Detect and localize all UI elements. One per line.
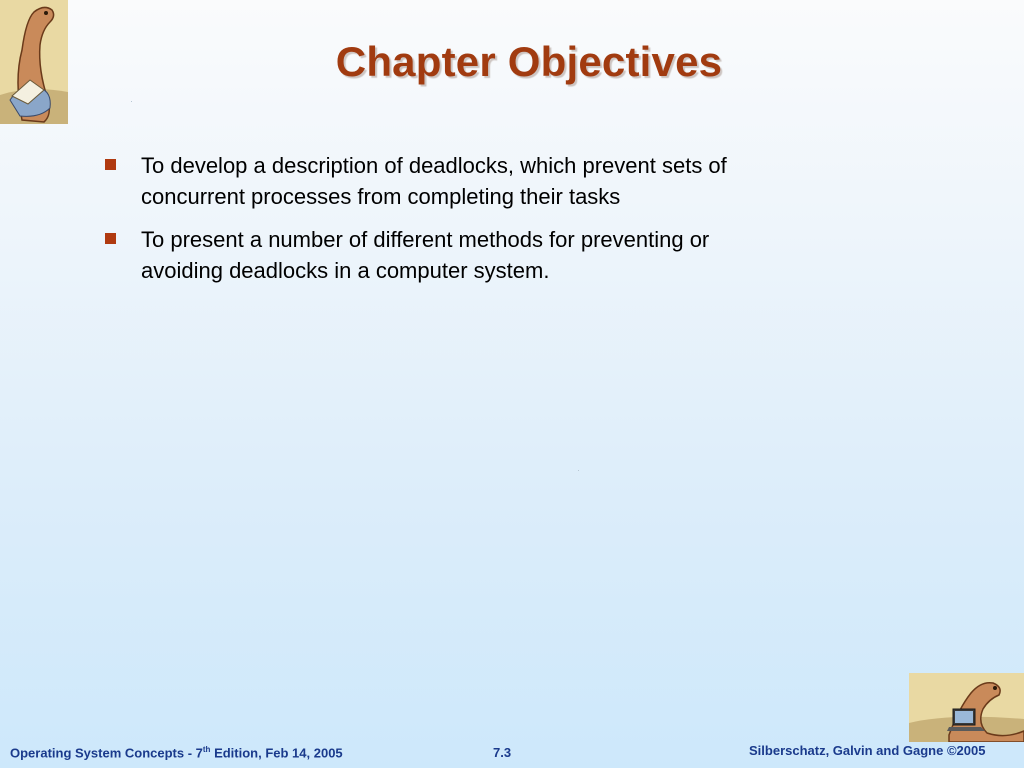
bullet-text: To develop a description of deadlocks, which prevent sets of concurrent processes from completing their tasks bbox=[141, 153, 727, 209]
bullet-text: To present a number of different methods for preventing or avoiding deadlocks in a computer system. bbox=[141, 227, 710, 283]
footer-page-number: 7.3 bbox=[493, 745, 512, 760]
decorative-dot bbox=[578, 470, 579, 471]
bullet-item bbox=[104, 224, 824, 286]
footer-course-prefix: Operating System Concepts - 7 bbox=[10, 745, 203, 761]
square-bullet-icon bbox=[105, 233, 116, 244]
footer-course-info bbox=[10, 745, 343, 760]
footer-course-sup: th bbox=[202, 745, 211, 754]
dinosaur-laptop-illustration bbox=[909, 673, 1024, 742]
bullet-item bbox=[104, 150, 824, 212]
slide-title: Chapter Objectives bbox=[335, 38, 723, 85]
square-bullet-icon bbox=[105, 159, 116, 170]
footer-authors: Silberschatz, Galvin and Gagne ©2005 bbox=[749, 743, 986, 758]
footer-course-suffix: Edition, Feb 14, 2005 bbox=[210, 745, 343, 761]
bullet-list bbox=[104, 150, 824, 298]
decorative-dot bbox=[131, 101, 132, 102]
